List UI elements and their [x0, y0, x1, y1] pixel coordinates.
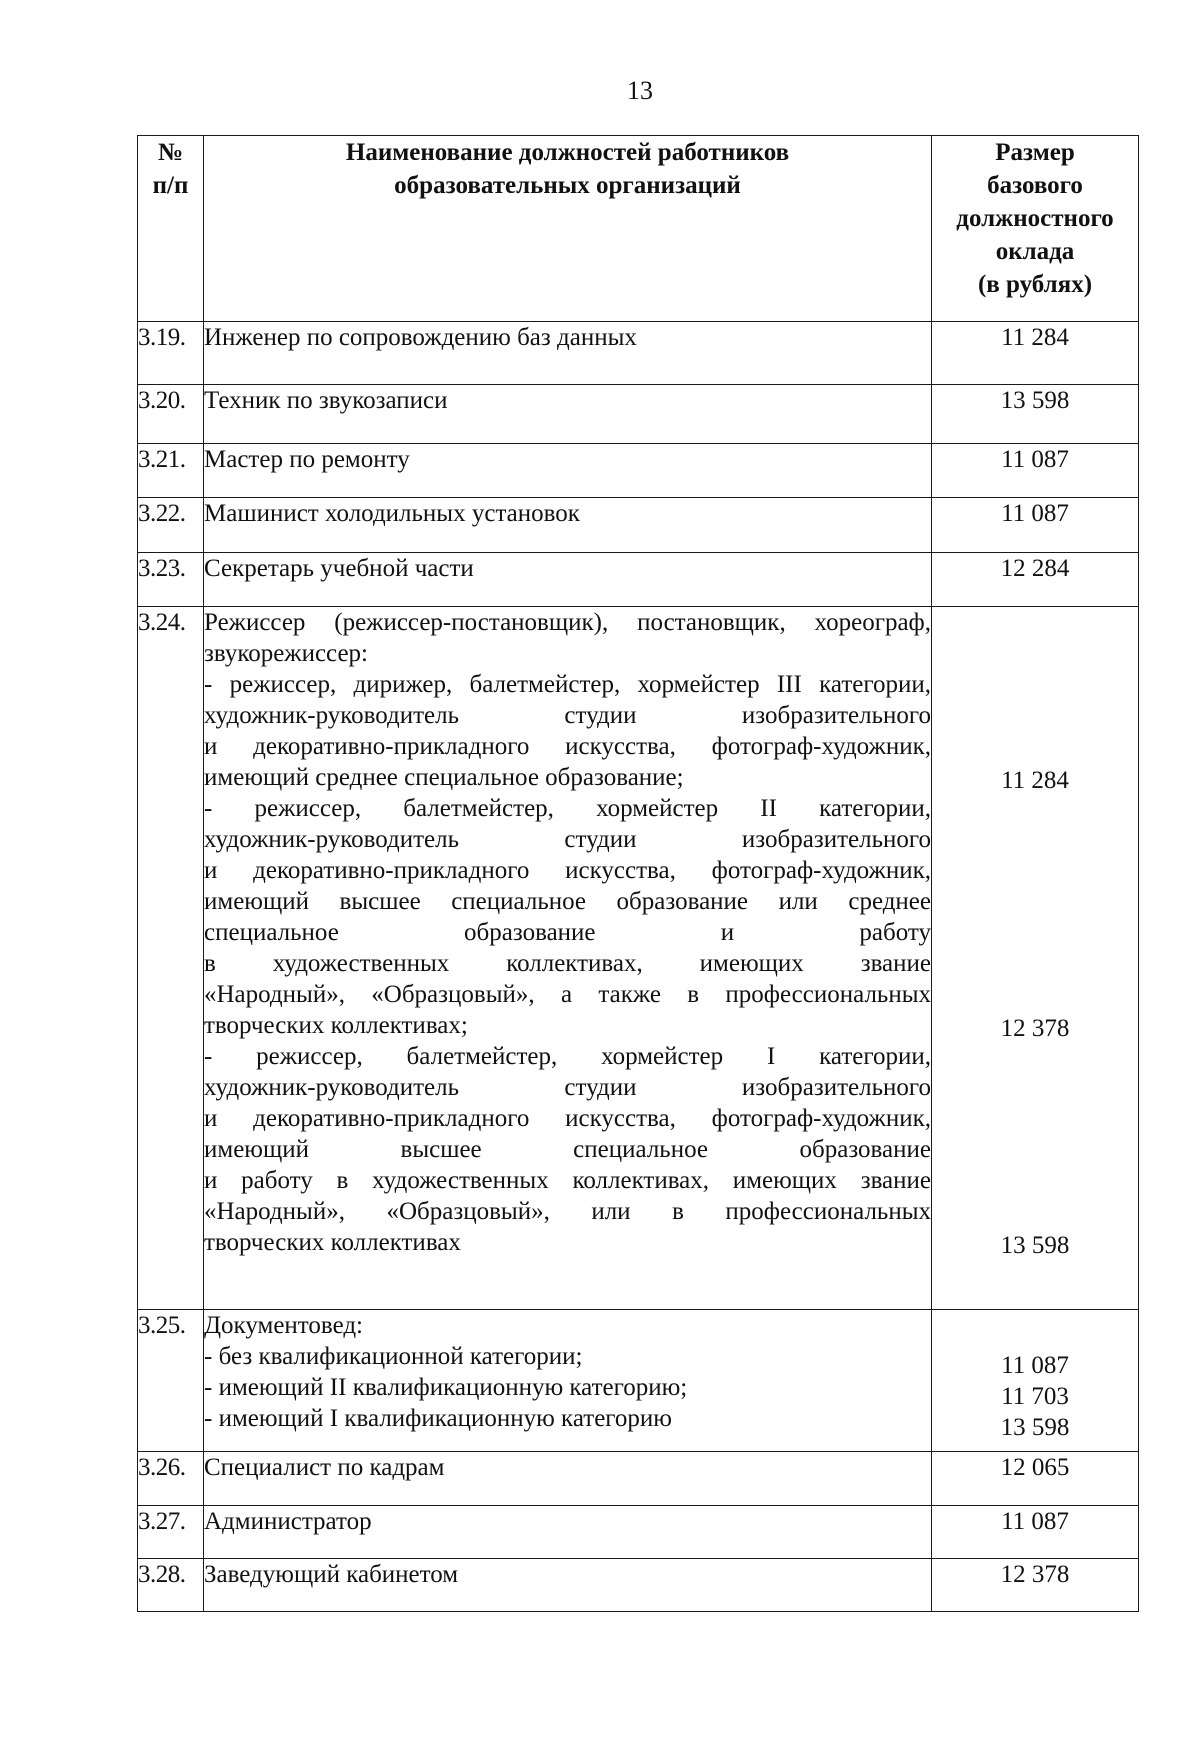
- position-line: имеющий высшее специальное образование или среднее: [204, 888, 931, 915]
- row-number: 3.23.: [138, 553, 204, 607]
- table-row: [138, 385, 1139, 444]
- position-name: Инженер по сопровождению баз данных: [204, 322, 932, 385]
- position-description: [204, 607, 931, 1258]
- position-line: Режиссер (режиссер-постановщик), постановщик, хореограф,: [204, 609, 931, 636]
- header-number: № п/п: [138, 136, 204, 322]
- position-name: Секретарь учебной части: [204, 553, 932, 607]
- position-line: и декоративно-прикладного искусства, фотограф-художник,: [204, 733, 931, 760]
- position-line: - имеющий II квалификационную категорию;: [204, 1374, 688, 1401]
- position-name: Машинист холодильных установок: [204, 498, 932, 553]
- position-line: - без квалификационной категории;: [204, 1343, 583, 1370]
- position-line: творческих коллективах;: [204, 1012, 468, 1039]
- salary-value: 12 065: [932, 1452, 1139, 1506]
- position-line: и декоративно-прикладного искусства, фотограф-художник,: [204, 1105, 931, 1132]
- table-header-row: [138, 136, 1139, 322]
- salary-value: 11 087: [932, 444, 1139, 498]
- table-row: [138, 607, 1139, 1310]
- position-line: звукорежиссер:: [204, 640, 368, 667]
- position-line: - режиссер, балетмейстер, хормейстер II категории,: [204, 795, 931, 822]
- salary-value: 11 703: [1001, 1383, 1069, 1410]
- position-line: и декоративно-прикладного искусства, фотограф-художник,: [204, 857, 931, 884]
- page-number: 13: [627, 76, 653, 105]
- table-row: [138, 322, 1139, 385]
- row-number: 3.21.: [138, 444, 204, 498]
- position-name: Администратор: [204, 1506, 932, 1559]
- position-line: имеющий среднее специальное образование;: [204, 764, 684, 791]
- position-name: Мастер по ремонту: [204, 444, 932, 498]
- table-row: [138, 444, 1139, 498]
- position-name-multiline: [204, 1310, 932, 1452]
- row-number: 3.26.: [138, 1452, 204, 1506]
- salary-table: [137, 135, 1139, 1612]
- row-number: 3.27.: [138, 1506, 204, 1559]
- salary-value: 12 378: [932, 1559, 1139, 1612]
- position-line: художник-руководитель студии изобразительного: [204, 702, 931, 729]
- table-row: [138, 1559, 1139, 1612]
- salary-value: 13 598: [1000, 1232, 1070, 1259]
- position-line: специальное образование и работу: [204, 919, 931, 946]
- header-position-name: Наименование должностей работников образовательных организаций: [204, 136, 932, 322]
- salary-value: 12 284: [932, 553, 1139, 607]
- salary-value: 11 087: [1001, 1352, 1069, 1379]
- position-line: «Народный», «Образцовый», или в профессиональных: [204, 1198, 931, 1225]
- table-row: [138, 1506, 1139, 1559]
- position-name: Специалист по кадрам: [204, 1452, 932, 1506]
- salary-value: 11 284: [1001, 767, 1069, 794]
- position-name-multiline: [204, 607, 932, 1310]
- position-line: - имеющий I квалификационную категорию: [204, 1405, 672, 1432]
- salary-value: 11 087: [932, 498, 1139, 553]
- position-line: имеющий высшее специальное образование: [204, 1136, 931, 1163]
- position-line: - режиссер, балетмейстер, хормейстер I категории,: [204, 1043, 931, 1070]
- salary-value: 11 087: [932, 1506, 1139, 1559]
- table-row: [138, 553, 1139, 607]
- row-number: 3.28.: [138, 1559, 204, 1612]
- position-line: и работу в художественных коллективах, имеющих звание: [204, 1167, 931, 1194]
- position-line: в художественных коллективах, имеющих звание: [204, 950, 931, 977]
- position-line: творческих коллективах: [204, 1229, 461, 1256]
- salary-values: [932, 607, 1139, 1310]
- salary-value: 12 378: [1000, 1015, 1070, 1042]
- salary-value: 13 598: [932, 385, 1139, 444]
- table-row: [138, 498, 1139, 553]
- salary-value: 11 284: [932, 322, 1139, 385]
- row-number: 3.20.: [138, 385, 204, 444]
- salary-value: 13 598: [1000, 1414, 1070, 1441]
- position-line: - режиссер, дирижер, балетмейстер, хормейстер III категории,: [204, 671, 931, 698]
- row-number: 3.25.: [138, 1310, 204, 1452]
- position-line: художник-руководитель студии изобразительного: [204, 1074, 931, 1101]
- row-number: 3.22.: [138, 498, 204, 553]
- table-row: [138, 1452, 1139, 1506]
- position-line: Документовед:: [204, 1312, 363, 1339]
- table-row: [138, 1310, 1139, 1452]
- position-name: Техник по звукозаписи: [204, 385, 932, 444]
- header-base-salary: Размер базового должностного оклада (в рублях): [932, 136, 1139, 322]
- salary-values: [932, 1310, 1139, 1452]
- position-name: Заведующий кабинетом: [204, 1559, 932, 1612]
- position-line: «Народный», «Образцовый», а также в профессиональных: [204, 981, 931, 1008]
- row-number: 3.24.: [138, 607, 204, 1310]
- position-line: художник-руководитель студии изобразительного: [204, 826, 931, 853]
- row-number: 3.19.: [138, 322, 204, 385]
